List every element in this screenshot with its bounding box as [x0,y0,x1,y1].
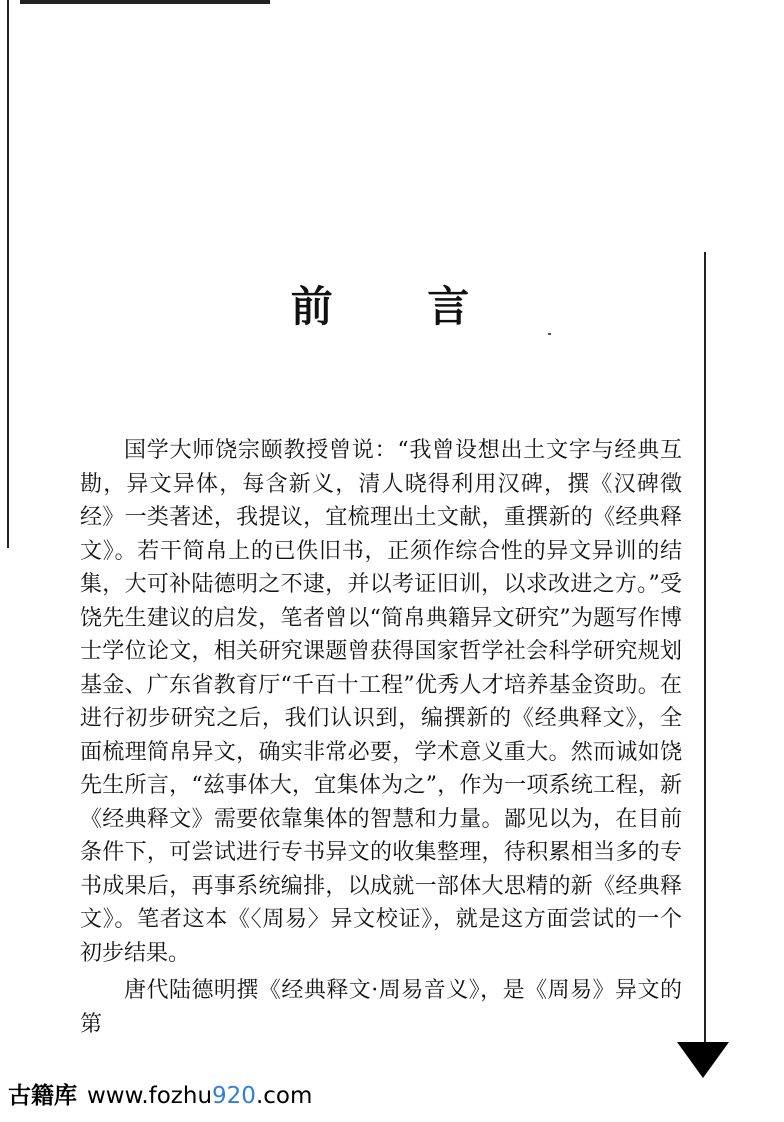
watermark-url-prefix: www.fozhu [87,1083,213,1109]
scan-edge-shadow [20,0,270,4]
page-title: 前 言 [290,282,510,331]
site-watermark [8,1080,312,1112]
left-margin-rule [7,0,9,548]
watermark-url-suffix: .com [255,1083,313,1109]
scan-speck [548,333,551,335]
next-page-arrow-icon[interactable] [677,1042,729,1078]
paragraph-1: 国学大师饶宗颐教授曾说：“我曾设想出土文字与经典互勘，异文异体，每含新义，清人晓得利用汉碑，撰《汉碑徵经》一类著述，我提议，宜梳理出土文献，重撰新的《经典释文》。若干简帛上的已佚旧书，正须作综合性的异文异训的结集，大可补陆德明之不逮，并以考证旧训，以求改进之方。”受饶先生建议的启发，笔者曾以“简帛典籍异文研究”为题写作博士学位论文，相关研究课题曾获得国家哲学社会科学研究规划基金、广东省教育厅“千百十工程”优秀人才培养基金资助。在进行初步研究之后，我们认识到，编撰新的《经典释文》，全面梳理简帛异文，确实非常必要，学术意义重大。然而诚如饶先生所言，“兹事体大，宜集体为之”，作为一项系统工程，新《经典释文》需要依靠集体的智慧和力量。鄙见以为，在目前条件下，可尝试进行专书异文的收集整理，待积累相当多的专书成果后，再事系统编排，以成就一部体大思精的新《经典释文》。笔者这本《〈周易〉异文校证》，就是这方面尝试的一个初步结果。 [80,438,682,966]
watermark-site-name: 古籍库 [8,1083,77,1109]
watermark-url-number: 920 [212,1083,256,1109]
right-margin-rule [704,252,706,1047]
body-text [80,434,682,1041]
paragraph-2: 唐代陆德明撰《经典释文·周易音义》，是《周易》异文的第 [80,978,682,1037]
